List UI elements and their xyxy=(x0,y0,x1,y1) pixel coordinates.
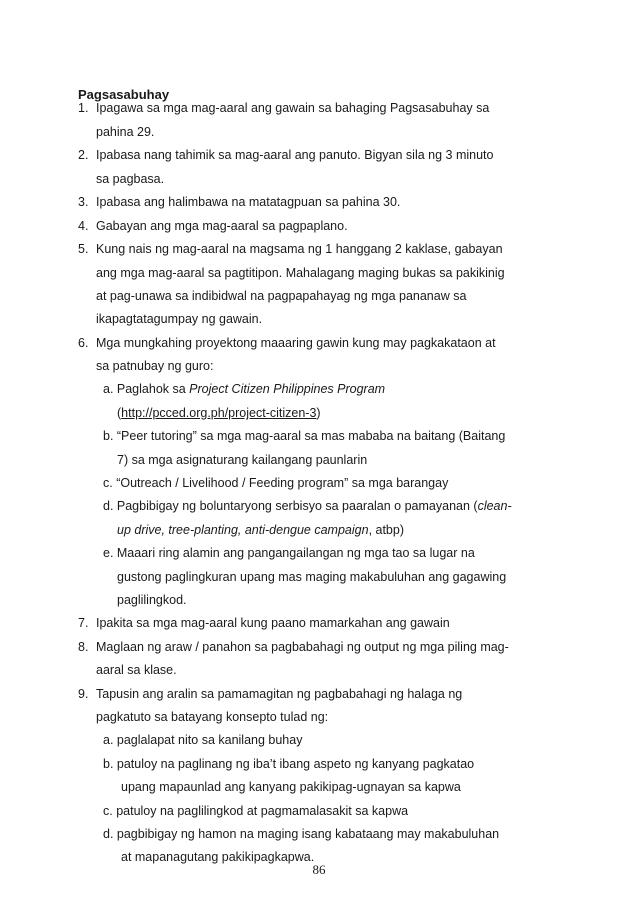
item-8-number: 8. xyxy=(78,640,89,654)
item-6a-open-paren: ( xyxy=(117,406,122,420)
item-6a-program-name: Project Citizen Philippines Program xyxy=(189,382,386,396)
item-6d-line-2 xyxy=(117,522,404,538)
item-1-line-1: Ipagawa sa mga mag-aaral ang gawain sa bahaging Pagsasabuhay sa xyxy=(96,101,490,115)
item-6d-italic-2: up drive, tree-planting, anti-dengue campaign xyxy=(117,523,369,537)
item-3-line-1: Ipabasa ang halimbawa na matatagpuan sa pahina 30. xyxy=(96,195,401,209)
item-2-number: 2. xyxy=(78,148,89,162)
item-6e-line-2: gustong paglingkuran upang mas maging makabuluhan ang gagawing xyxy=(117,570,507,584)
item-4-line-1: Gabayan ang mga mag-aaral sa pagpaplano. xyxy=(96,219,348,233)
item-7-number: 7. xyxy=(78,616,89,630)
item-7-line-1: Ipakita sa mga mag-aaral kung paano mamarkahan ang gawain xyxy=(96,616,450,630)
section-heading: Pagsasabuhay xyxy=(78,87,170,102)
item-5-line-3: at pag-unawa sa indibidwal na pagpapahayag ng mga pananaw sa xyxy=(96,289,467,303)
item-6a-close-paren: ) xyxy=(316,406,321,420)
item-6d-line-1 xyxy=(103,498,512,514)
item-6d-tail: , atbp) xyxy=(368,523,404,537)
item-6c-line-1: c. “Outreach / Livelihood / Feeding program” sa mga barangay xyxy=(103,476,449,490)
item-9d-line-1: d. pagbibigay ng hamon na maging isang kabataang may makabuluhan xyxy=(103,827,500,841)
item-6a-prefix: a. Paglahok sa xyxy=(103,382,190,396)
item-6a-line-1 xyxy=(103,381,385,397)
item-3-number: 3. xyxy=(78,195,89,209)
item-5-line-2: ang mga mag-aaral sa pagtitipon. Mahalagang maging bukas sa pakikinig xyxy=(96,266,505,280)
item-6-line-1: Mga mungkahing proyektong maaaring gawin kung may pagkakataon at xyxy=(96,336,496,350)
item-5-number: 5. xyxy=(78,242,89,256)
item-6d-italic-1: clean- xyxy=(477,499,512,513)
item-8-line-1: Maglaan ng araw / panahon sa pagbabahagi ng output ng mga piling mag- xyxy=(96,640,509,654)
item-9-line-2: pagkatuto sa batayang konsepto tulad ng: xyxy=(96,710,329,724)
item-6b-line-2: 7) sa mga asignaturang kailangang paunlarin xyxy=(117,453,368,467)
project-citizen-link[interactable]: http://pcced.org.ph/project-citizen-3 xyxy=(121,406,317,420)
item-5-line-1: Kung nais ng mag-aaral na magsama ng 1 hanggang 2 kaklase, gabayan xyxy=(96,242,503,256)
item-2-line-2: sa pagbasa. xyxy=(96,172,165,186)
item-6b-line-1: b. “Peer tutoring” sa mga mag-aaral sa mas mababa na baitang (Baitang xyxy=(103,429,506,443)
item-1-number: 1. xyxy=(78,101,89,115)
item-2-line-1: Ipabasa nang tahimik sa mag-aaral ang panuto. Bigyan sila ng 3 minuto xyxy=(96,148,494,162)
item-9c: c. patuloy na paglilingkod at pagmamalasakit sa kapwa xyxy=(103,804,409,818)
item-1-line-2: pahina 29. xyxy=(96,125,155,139)
item-9b-line-1: b. patuloy na paglinang ng iba’t ibang aspeto ng kanyang pagkatao xyxy=(103,757,475,771)
item-4-number: 4. xyxy=(78,219,89,233)
item-8-line-2: aaral sa klase. xyxy=(96,663,177,677)
item-9-number: 9. xyxy=(78,687,89,701)
item-9-line-1: Tapusin ang aralin sa pamamagitan ng pagbabahagi ng halaga ng xyxy=(96,687,463,701)
item-6d-text: d. Pagbibigay ng boluntaryong serbisyo sa paaralan o pamayanan ( xyxy=(103,499,478,513)
item-6-number: 6. xyxy=(78,336,89,350)
item-6-line-2: sa patnubay ng guro: xyxy=(96,359,214,373)
item-9d-line-2: at mapanagutang pakikipagkapwa. xyxy=(121,850,315,864)
item-6e-line-1: e. Maaari ring alamin ang pangangailangan ng mga tao sa lugar na xyxy=(103,546,475,560)
page-number: 86 xyxy=(312,862,326,877)
item-5-line-4: ikapagtatagumpay ng gawain. xyxy=(96,312,263,326)
item-9b-line-2: upang mapaunlad ang kanyang pakikipag-ugnayan sa kapwa xyxy=(121,780,461,794)
item-6e-line-3: paglilingkod. xyxy=(117,593,187,607)
item-6a-line-2 xyxy=(117,405,321,421)
item-9a: a. paglalapat nito sa kanilang buhay xyxy=(103,733,303,747)
